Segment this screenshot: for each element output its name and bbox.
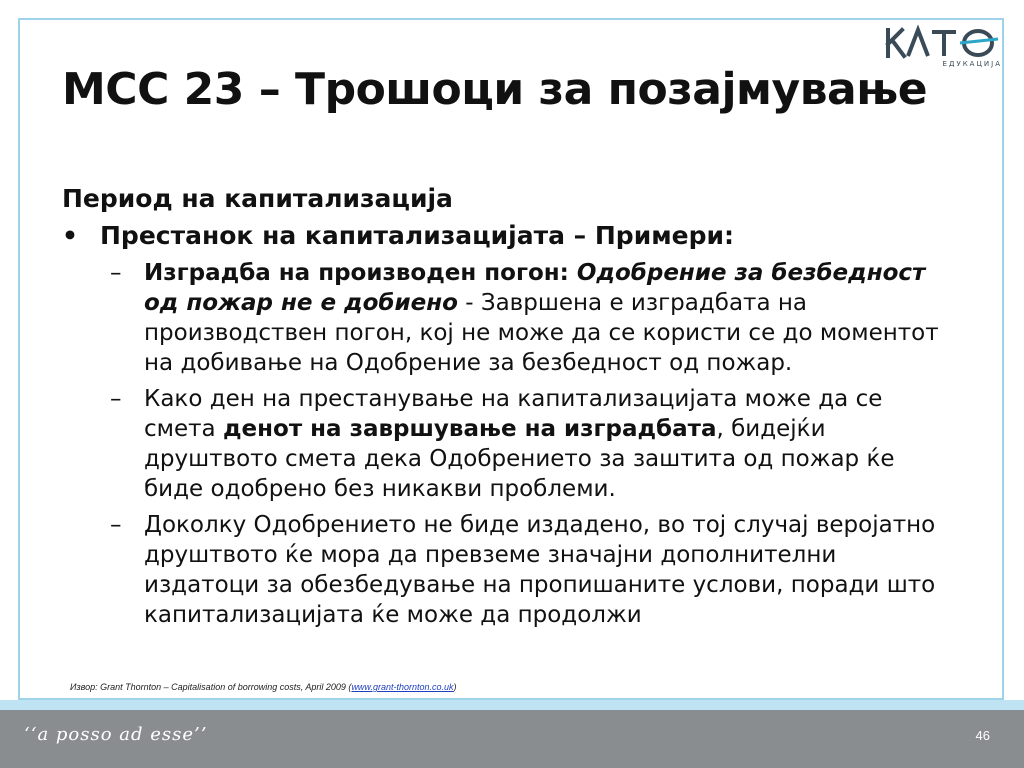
sub-item-1 <box>110 258 952 378</box>
dash-icon: – <box>110 260 122 286</box>
sub-item-1-emphasis: Одобрение за безбедност од пожар не е добиено <box>144 260 926 316</box>
bullet-text: Престанок на капитализацијата – Примери: <box>100 221 735 250</box>
source-prefix: Извор: Grant Thornton – Capitalisation of borrowing costs, April 2009 ( <box>70 682 352 692</box>
slide-title: МСС 23 – Трошоци за позајмување <box>62 64 928 115</box>
bullet-icon: • <box>62 221 78 250</box>
source-link[interactable]: www.grant-thornton.co.uk <box>351 682 454 692</box>
footer-motto: ‘‘a posso ad esse’’ <box>24 724 208 745</box>
kato-logo <box>884 24 1002 68</box>
section-heading: Период на капитализација <box>62 184 453 213</box>
sub-item-1-rest: - Завршена е изградбата на производствен погон, кој не може да се користи се до моментот на добивање на Одобрение за безбедност од пожар. <box>144 290 939 376</box>
bullet-item <box>62 220 952 252</box>
slide-content <box>62 182 952 636</box>
sub-item-2-lead: Како ден на престанување на капитализацијата може да се смета <box>144 386 883 442</box>
dash-icon: – <box>110 512 122 538</box>
sub-item-2-emphasis: денот на завршување на изградбата <box>222 416 717 442</box>
logo-tagline: ЕДУКАЦИЈА <box>942 60 1002 68</box>
sub-item-3-text: Доколку Одобрението не биде издадено, во тој случај веројатно друштвото ќе мора да превземе значајни дополнителни издатоци за обезбедување на пропишаните услови, поради што капитализацијата ќе може да продолжи <box>144 512 936 628</box>
footer-accent-band <box>0 700 1024 710</box>
source-citation <box>70 682 457 692</box>
logo-mark <box>888 30 998 56</box>
sub-item-2-rest: , бидејќи друштвото смета дека Одобрението за заштита од пожар ќе биде одобрено без никакви проблеми. <box>144 416 895 502</box>
sub-item-1-lead: Изградба на производен погон: <box>144 260 577 286</box>
source-suffix: ) <box>453 682 457 692</box>
dash-icon: – <box>110 386 122 412</box>
sub-item-2 <box>110 384 952 504</box>
sub-item-3 <box>110 510 952 630</box>
page-number: 46 <box>975 728 990 743</box>
